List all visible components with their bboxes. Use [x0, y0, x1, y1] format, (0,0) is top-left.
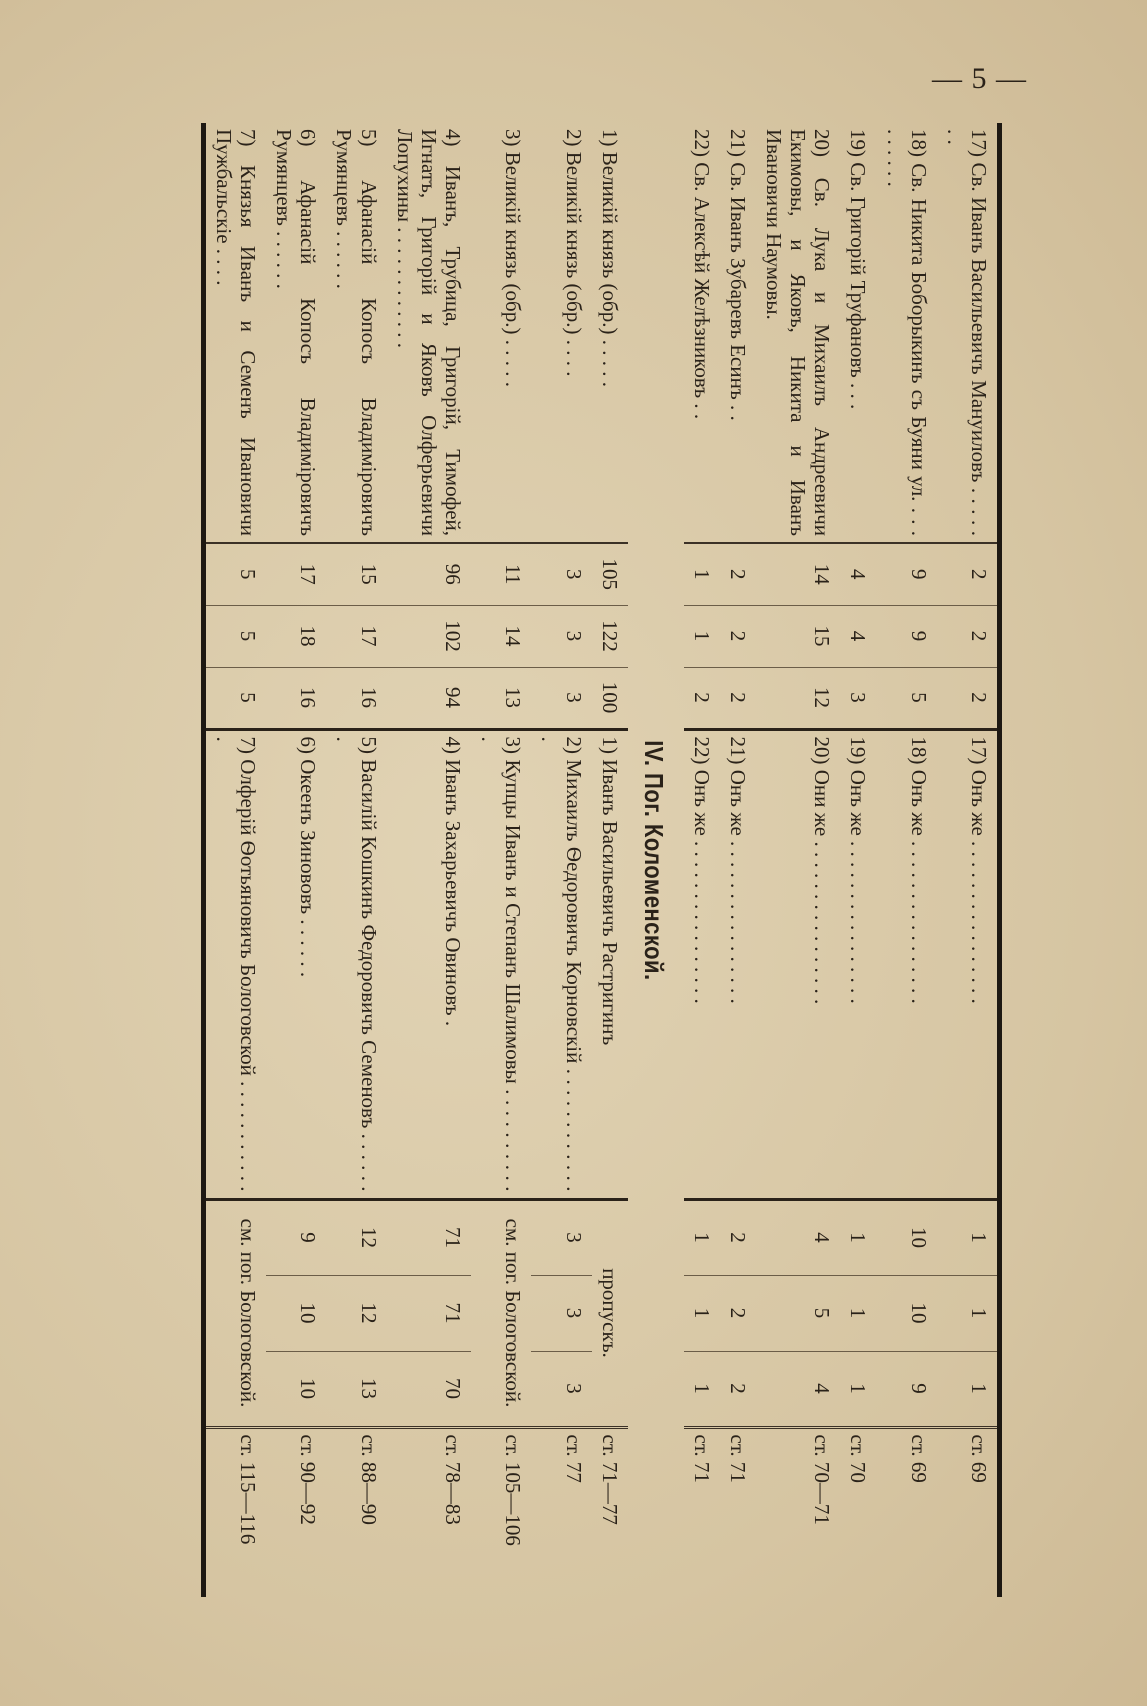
later-count-cell-3: 1: [937, 1351, 997, 1427]
later-count-cell-3: 13: [326, 1351, 386, 1427]
count-cell-1: 11: [471, 543, 531, 605]
count-cell-1: 96: [387, 543, 471, 605]
later-count-cell-2: 2: [720, 1275, 756, 1351]
later-count-cell-1: 3: [531, 1199, 591, 1275]
later-count-cell-1: 9: [266, 1199, 326, 1275]
count-cell-2: 17: [326, 605, 386, 667]
count-cell-2: 15: [756, 605, 840, 667]
count-cell-3: 16: [326, 667, 386, 729]
count-cell-3: 2: [720, 667, 756, 729]
count-cell-3: 2: [937, 667, 997, 729]
count-cell-3: 3: [531, 667, 591, 729]
former-owner-cell: 5) Афанасій Копосъ Владиміровичъ Румянцевъ . . . . . .: [332, 129, 381, 536]
page-reference-cell: ст. 115—116: [206, 1427, 266, 1597]
table-row: [937, 123, 997, 1597]
former-owner-cell: 18) Св. Никита Боборыкинъ съ Буяни ул. . . . . . . . . .: [882, 129, 931, 536]
later-count-cell-3: 3: [531, 1351, 591, 1427]
table-row: [684, 123, 720, 1597]
count-cell-3: 94: [387, 667, 471, 729]
merged-note-cell: пропускъ.: [592, 1199, 628, 1427]
land-records-table-sheet: [142, 123, 1002, 1583]
later-count-cell-2: 1: [840, 1275, 876, 1351]
later-count-cell-1: 12: [326, 1199, 386, 1275]
page-reference-cell: ст. 90—92: [266, 1427, 326, 1597]
page-reference-cell: ст. 70: [840, 1427, 876, 1597]
former-owner-cell: 19) Св. Григорій Труфановъ . . .: [846, 129, 871, 410]
count-cell-1: 1: [684, 543, 720, 605]
page-number: — 5 —: [932, 62, 1027, 95]
count-cell-1: 9: [876, 543, 936, 605]
table-row: [876, 123, 936, 1597]
count-cell-2: 122: [592, 605, 628, 667]
table-row: [326, 123, 386, 1597]
bottom-rule: [203, 123, 206, 1597]
later-count-cell-2: 1: [684, 1275, 720, 1351]
later-count-cell-1: 1: [684, 1199, 720, 1275]
later-count-cell-2: 3: [531, 1275, 591, 1351]
count-cell-2: 18: [266, 605, 326, 667]
later-count-cell-1: 71: [387, 1199, 471, 1275]
page-reference-cell: ст. 71: [720, 1427, 756, 1597]
current-owner-cell: 17) Онъ же . . . . . . . . . . . . . . . .: [937, 729, 997, 1199]
count-cell-2: 2: [937, 605, 997, 667]
count-cell-1: 15: [326, 543, 386, 605]
current-owner-cell: 19) Онъ же . . . . . . . . . . . . . . . .: [840, 729, 876, 1199]
later-count-cell-3: 10: [266, 1351, 326, 1427]
merged-note-cell: см. пог. Бологовской.: [206, 1199, 266, 1427]
later-count-cell-1: 1: [840, 1199, 876, 1275]
current-owner-cell: 22) Онъ же . . . . . . . . . . . . . . . .: [684, 729, 720, 1199]
former-owner-cell: 22) Св. Алексѣй Желѣзниковъ . .: [689, 129, 714, 420]
current-owner-cell: 4) Иванъ Захарьевичъ Овиновъ .: [387, 729, 471, 1199]
count-cell-3: 3: [840, 667, 876, 729]
table-row: [840, 123, 876, 1597]
later-count-cell-3: 1: [684, 1351, 720, 1427]
later-count-cell-3: 9: [876, 1351, 936, 1427]
current-owner-cell: 2) Михаилъ Ѳедоровичъ Корновскій . . . . . . . . . . . . .: [531, 729, 591, 1199]
later-count-cell-3: 2: [720, 1351, 756, 1427]
current-owner-cell: 21) Онъ же . . . . . . . . . . . . . . . .: [720, 729, 756, 1199]
count-cell-2: 4: [840, 605, 876, 667]
page-reference-cell: ст. 69: [937, 1427, 997, 1597]
count-cell-3: 13: [471, 667, 531, 729]
former-owner-cell: 20) Св. Лука и Михаилъ Андреевичи Екимовы, и Яковъ, Никита и Иванъ Ивановичи Наумовы.: [762, 129, 835, 536]
count-cell-2: 102: [387, 605, 471, 667]
page-reference-cell: ст. 88—90: [326, 1427, 386, 1597]
count-cell-2: 1: [684, 605, 720, 667]
page-reference-cell: ст. 77: [531, 1427, 591, 1597]
former-owner-cell: 4) Иванъ, Трубица, Григорій, Тимофей, Игнатъ, Григорій и Яковъ Олферьевичи Лопухины . . . . . . . . . . . .: [392, 129, 465, 536]
count-cell-3: 16: [266, 667, 326, 729]
merged-note-cell: см. пог. Бологовской.: [471, 1199, 531, 1427]
former-owner-cell: 21) Св. Иванъ Зубаревъ Есинъ . .: [725, 129, 750, 421]
table-row: [592, 123, 628, 1597]
count-cell-2: 2: [720, 605, 756, 667]
later-count-cell-3: 1: [840, 1351, 876, 1427]
later-count-cell-2: 10: [876, 1275, 936, 1351]
table-row: [471, 123, 531, 1597]
former-owner-cell: 3) Великій князь (обр.) . . . . .: [501, 129, 526, 387]
page-reference-cell: ст. 78—83: [387, 1427, 471, 1597]
table-row: [531, 123, 591, 1597]
table-row: [756, 123, 840, 1597]
later-count-cell-1: 10: [876, 1199, 936, 1275]
count-cell-2: 5: [206, 605, 266, 667]
count-cell-3: 5: [206, 667, 266, 729]
later-count-cell-2: 10: [266, 1275, 326, 1351]
later-count-cell-2: 5: [756, 1275, 840, 1351]
current-owner-cell: 5) Василій Кошкинъ Федоровичъ Семеновъ . . . . . . .: [326, 729, 386, 1199]
count-cell-2: 14: [471, 605, 531, 667]
former-owner-cell: 17) Св. Иванъ Васильевичъ Мануиловъ . . . . . . .: [942, 129, 991, 536]
page-reference-cell: ст. 71: [684, 1427, 720, 1597]
count-cell-1: 2: [720, 543, 756, 605]
count-cell-1: 105: [592, 543, 628, 605]
table-row: [206, 123, 266, 1597]
current-owner-cell: 7) Олферій Ѳотьяновичъ Бологовской . . . . . . . . . . . .: [206, 729, 266, 1199]
count-cell-3: 5: [876, 667, 936, 729]
former-owner-cell: 6) Афанасій Копосъ Владиміровичъ Румянцевъ . . . . . .: [272, 129, 321, 536]
table-row: [387, 123, 471, 1597]
current-owner-cell: 3) Купцы Иванъ и Степанъ Шалимовы . . . . . . . . . . .: [471, 729, 531, 1199]
current-owner-cell: 6) Океенъ Зинововъ . . . . . .: [266, 729, 326, 1199]
former-owner-cell: 2) Великій князь (обр.) . . . .: [561, 129, 586, 377]
page-reference-cell: ст. 69: [876, 1427, 936, 1597]
later-count-cell-2: 1: [937, 1275, 997, 1351]
later-count-cell-2: 71: [387, 1275, 471, 1351]
count-cell-3: 100: [592, 667, 628, 729]
count-cell-3: 2: [684, 667, 720, 729]
count-cell-2: 9: [876, 605, 936, 667]
count-cell-1: 3: [531, 543, 591, 605]
current-owner-cell: 1) Иванъ Васильевичъ Растригинъ: [592, 729, 628, 1199]
land-records-table: [201, 123, 1002, 1597]
count-cell-2: 3: [531, 605, 591, 667]
current-owner-cell: 20) Они же . . . . . . . . . . . . . . . .: [756, 729, 840, 1199]
later-count-cell-1: 4: [756, 1199, 840, 1275]
section-title: IV. Пог. Коломенской.: [638, 739, 669, 981]
later-count-cell-1: 2: [720, 1199, 756, 1275]
count-cell-1: 17: [266, 543, 326, 605]
spacer-row: [678, 123, 684, 1597]
count-cell-1: 14: [756, 543, 840, 605]
page-reference-cell: ст. 70—71: [756, 1427, 840, 1597]
count-cell-1: 4: [840, 543, 876, 605]
page-reference-cell: ст. 71—77: [592, 1427, 628, 1597]
page-reference-cell: ст. 105—106: [471, 1427, 531, 1597]
table-row: [720, 123, 756, 1597]
later-count-cell-2: 12: [326, 1275, 386, 1351]
count-cell-3: 12: [756, 667, 840, 729]
later-count-cell-3: 70: [387, 1351, 471, 1427]
section-heading-row: [628, 123, 678, 1597]
table-row: [266, 123, 326, 1597]
count-cell-1: 5: [206, 543, 266, 605]
current-owner-cell: 18) Онъ же . . . . . . . . . . . . . . . .: [876, 729, 936, 1199]
count-cell-1: 2: [937, 543, 997, 605]
former-owner-cell: 1) Великій князь (обр.) . . . . .: [597, 129, 622, 387]
former-owner-cell: 7) Князья Иванъ и Семенъ Ивановичи Пужбальскіе . . . .: [211, 129, 261, 536]
later-count-cell-1: 1: [937, 1199, 997, 1275]
later-count-cell-3: 4: [756, 1351, 840, 1427]
